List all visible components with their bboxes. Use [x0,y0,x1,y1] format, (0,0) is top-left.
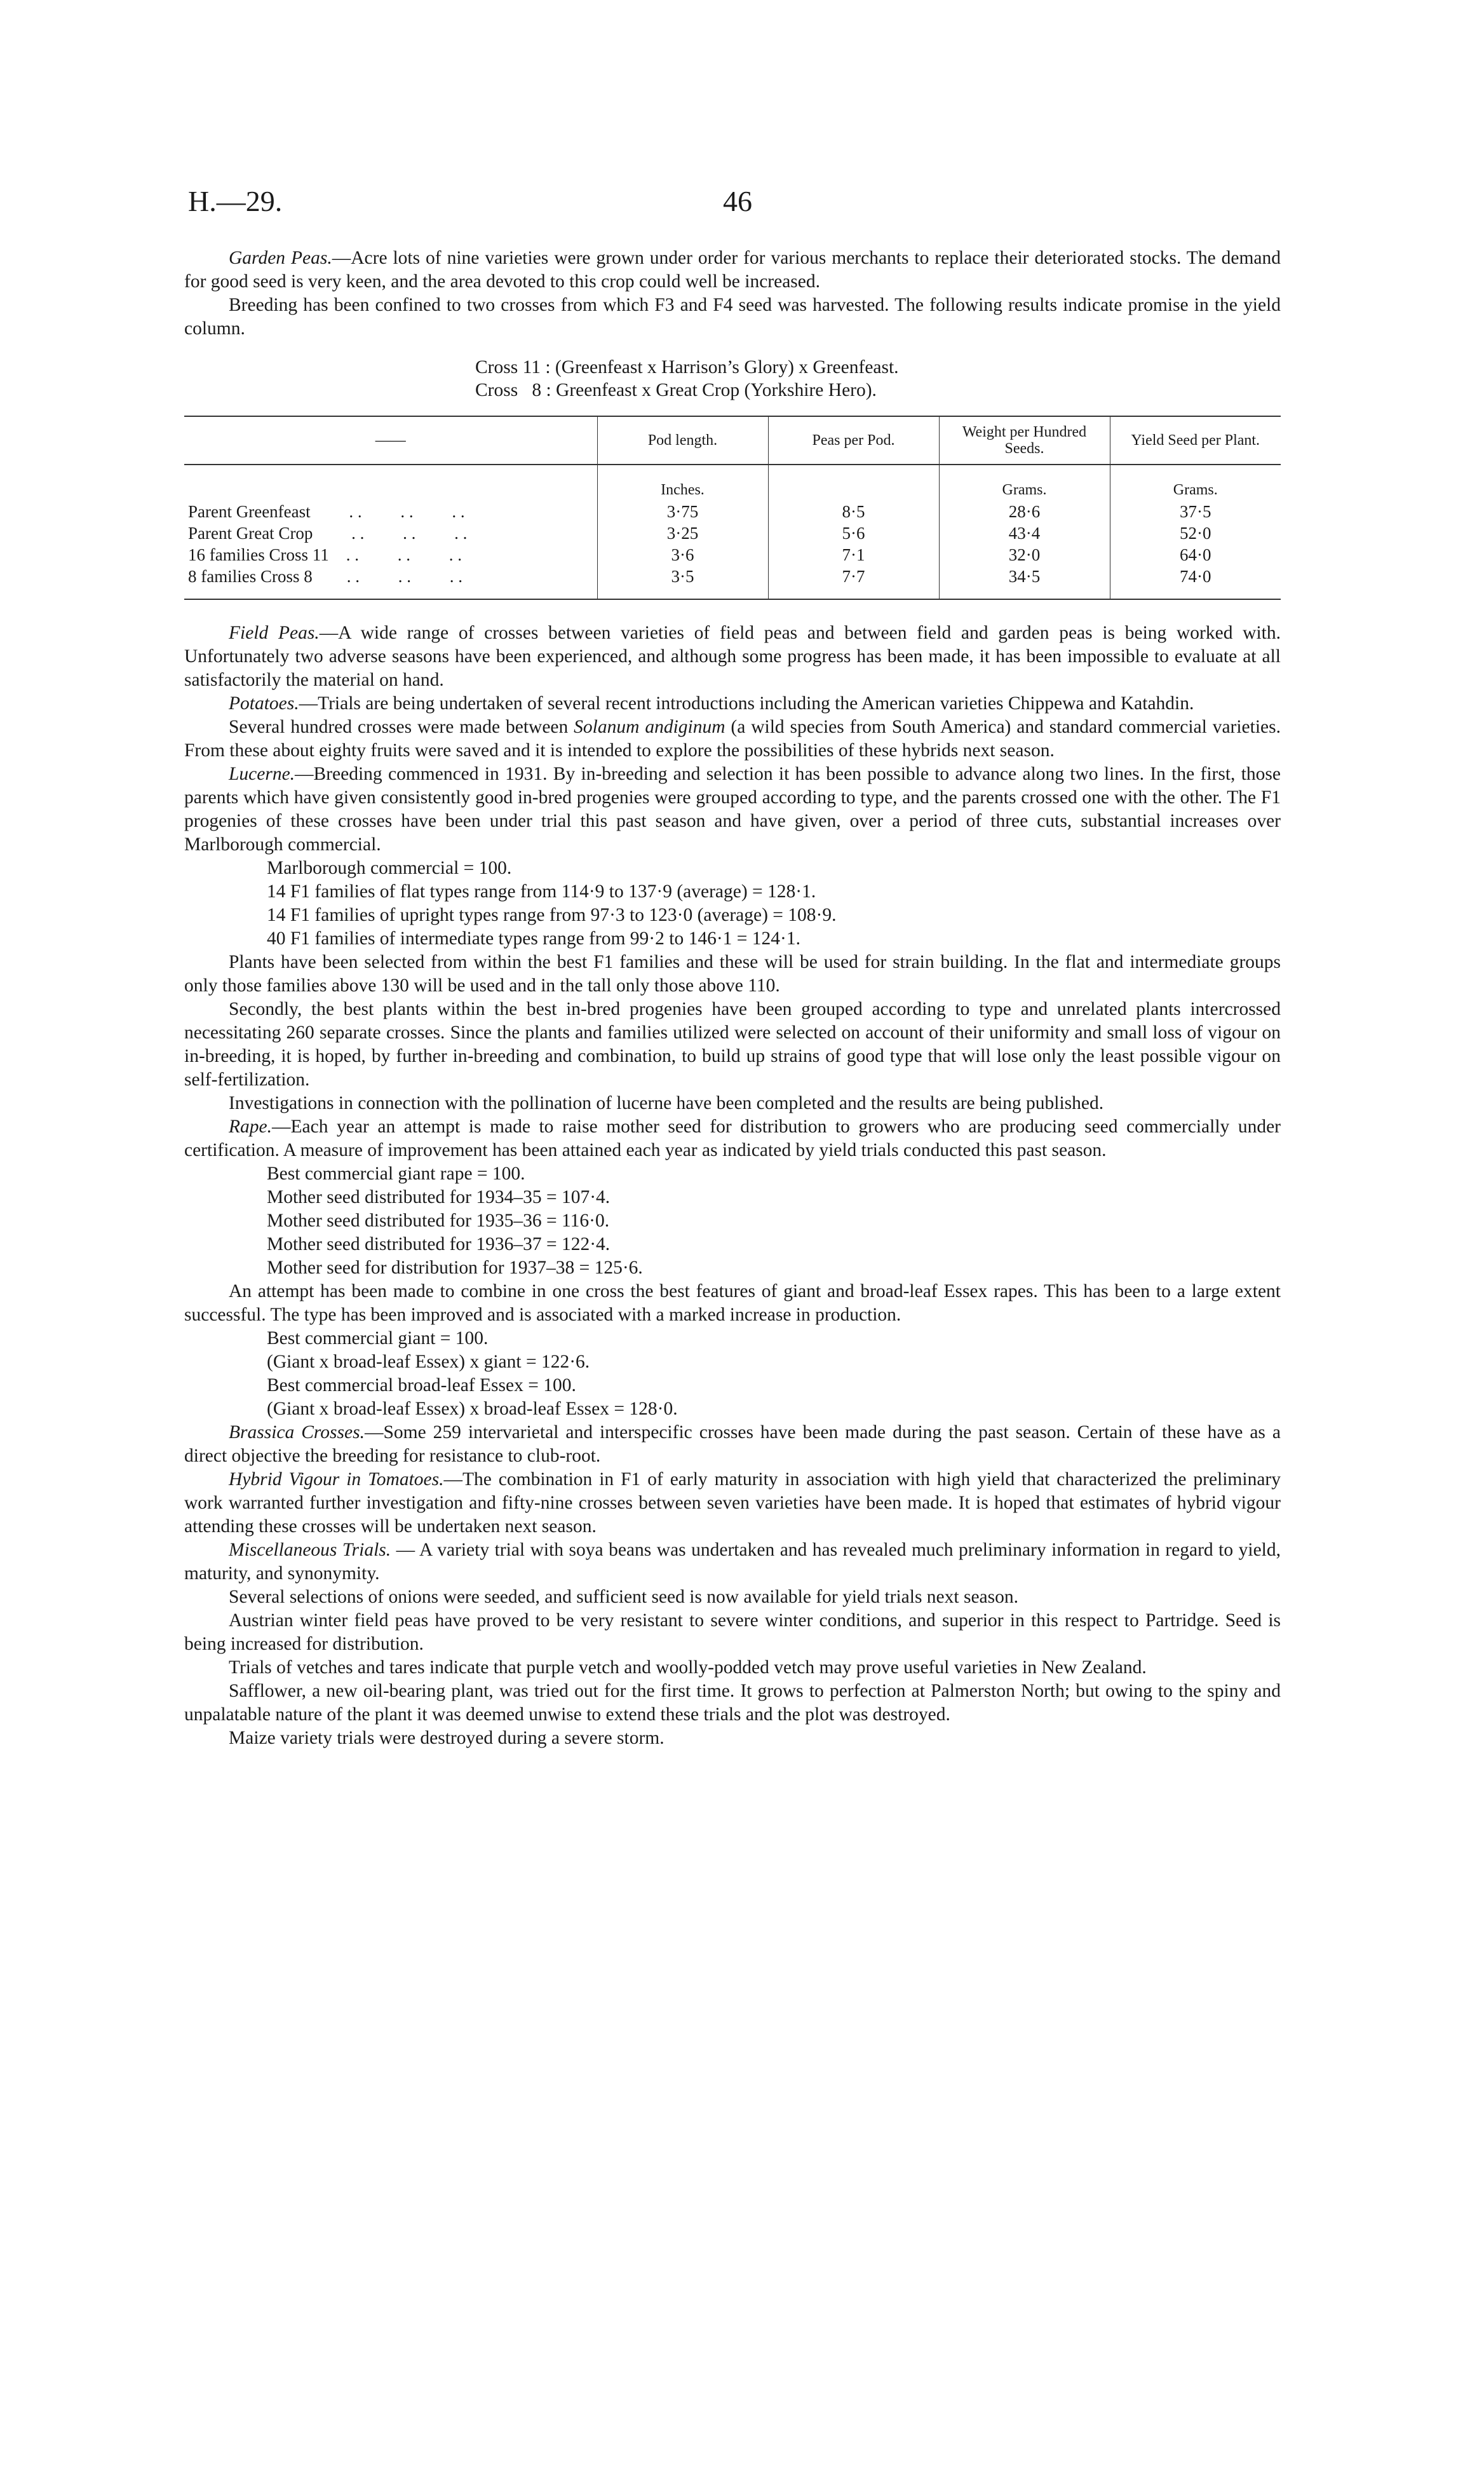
section-heading: Brassica Crosses. [229,1422,365,1443]
table-row [184,522,1281,544]
table-cell: 3·25 [597,522,768,544]
unit-label: Grams. [1110,465,1281,501]
column-header: Pod length. [597,416,768,465]
table-row [184,544,1281,566]
list-item: Best commercial broad-leaf Essex = 100. [267,1375,576,1395]
unit-label: Inches. [597,465,768,501]
table-cell: 34·5 [939,566,1110,599]
table-cell: 43·4 [939,522,1110,544]
paragraph: An attempt has been made to combine in one cross the best features of giant and broad-leaf Essex rapes. This has been to a large extent successful. The type has been improved and is associated with a marked increase in production. [184,1281,1281,1325]
section-heading: Hybrid Vigour in Tomatoes. [229,1469,444,1490]
section-heading: Field Peas. [229,623,320,643]
list-item: (Giant x broad-leaf Essex) x broad-leaf Essex = 128·0. [267,1399,678,1419]
crosses-list [475,356,1281,402]
list-item: 14 F1 families of flat types range from 114·9 to 137·9 (average) = 128·1. [267,881,816,902]
table-cell: 8·5 [768,501,939,522]
unit-label: Grams. [939,465,1110,501]
paragraph: Trials of vetches and tares indicate that purple vetch and woolly-podded vetch may prove useful varieties in New Zealand. [229,1657,1147,1678]
yield-table [184,416,1281,600]
paragraph: Maize variety trials were destroyed during a severe storm. [229,1728,664,1748]
row-label: Parent Greenfeast . . . . . . [188,502,465,521]
table-header-row [184,416,1281,465]
table-cell: 52·0 [1110,522,1281,544]
misc-paragraph: Miscellaneous Trials. — A variety trial with soya beans was undertaken and has revealed much preliminary information in regard to yield, maturity, and synonymity. [184,1540,1281,1584]
list-item: Mother seed distributed for 1936–37 = 122·4. [267,1234,610,1254]
row-label: Parent Great Crop . . . . . . [188,524,468,543]
paragraph: Secondly, the best plants within the best in-bred progenies have been grouped according to type and unrelated plants intercrossed necessitating 260 separate crosses. Since the plants and families utilized were selected on account of their uniformity and small loss of vigour on in-breeding, it is hoped, by further in-breeding and combination, to build up strains of good type that will lose only the least possible vigour on self-fertilization. [184,999,1281,1090]
list-item: Mother seed distributed for 1935–36 = 116·0. [267,1211,610,1231]
list-item: 14 F1 families of upright types range from 97·3 to 123·0 (average) = 108·9. [267,905,837,925]
table-cell: 3·6 [597,544,768,566]
column-header: Yield Seed per Plant. [1110,416,1281,465]
garden-peas-paragraph: Garden Peas.—Acre lots of nine varieties were grown under order for various merchants to replace their deteriorated stocks. The demand for good seed is very keen, and the area devoted to this crop could well be increased. [184,248,1281,292]
field-peas-paragraph: Field Peas.—A wide range of crosses between varieties of field peas and between field and garden peas is being worked with. Unfortunately two adverse seasons have been experienced, and although some progress has been made, it has been impossible to evaluate at all satisfactorily the material on hand. [184,623,1281,690]
brassica-paragraph: Brassica Crosses.—Some 259 intervarietal and interspecific crosses have been made during the past season. Certain of these have as a direct objective the breeding for resistance to club-root. [184,1422,1281,1466]
potatoes-paragraph: Potatoes.—Trials are being undertaken of several recent introductions including the American varieties Chippewa and Katahdin. [229,693,1194,714]
lucerne-paragraph: Lucerne.—Breeding commenced in 1931. By in-breeding and selection it has been possible to advance along two lines. In the first, those parents which have given consistently good in-bred progenies were grouped according to type, and the parents crossed one with the other. The F1 progenies of these crosses have been under trial this past season and have given, over a period of three cuts, substantial increases over Marlborough commercial. [184,764,1281,855]
species-name: Solanum andiginum [574,717,725,737]
section-heading: Miscellaneous Trials. [229,1540,391,1560]
paragraph: Breeding has been confined to two crosses from which F3 and F4 seed was harvested. The following results indicate promise in the yield column. [184,295,1281,339]
table-cell: 3·75 [597,501,768,522]
table-row [184,566,1281,599]
table-cell: 37·5 [1110,501,1281,522]
section-heading: Potatoes. [229,693,299,714]
table-cell: 7·7 [768,566,939,599]
column-header: Weight per Hundred Seeds. [939,416,1110,465]
table-cell: 28·6 [939,501,1110,522]
section-heading: Garden Peas. [229,248,332,268]
cross-line: Cross 11 : (Greenfeast x Harrison’s Glory) x Greenfeast. [475,357,899,377]
paragraph: Safflower, a new oil-bearing plant, was tried out for the first time. It grows to perfection at Palmerston North; but owing to the spiny and unpalatable nature of the plant it was deemed unwise to extend these trials and the plot was destroyed. [184,1681,1281,1725]
paragraph: Austrian winter field peas have proved to be very resistant to severe winter conditions, and superior in this respect to Partridge. Seed is being increased for distribution. [184,1610,1281,1654]
report-code: H.—29. [188,185,283,217]
list-item: 40 F1 families of intermediate types range from 99·2 to 146·1 = 124·1. [267,928,800,949]
table-cell: 5·6 [768,522,939,544]
page-number: 46 [723,185,752,217]
table-cell: 64·0 [1110,544,1281,566]
list-item: Mother seed distributed for 1934–35 = 107·4. [267,1187,610,1207]
paragraph: Plants have been selected from within the best F1 families and these will be used for strain building. In the flat and intermediate groups only those families above 130 will be used and in the tall only those above 110. [184,952,1281,996]
rape-paragraph: Rape.—Each year an attempt is made to raise mother seed for distribution to growers who are producing seed commercially under certification. A measure of improvement has been attained each year as indicated by yield trials conducted this past season. [184,1117,1281,1160]
row-label: 8 families Cross 8 . . . . . . [184,566,597,599]
table-row [184,501,1281,522]
units-row [184,465,1281,501]
list-item: Marlborough commercial = 100. [267,858,512,878]
section-heading: Rape. [229,1117,272,1137]
table-cell: 32·0 [939,544,1110,566]
row-label: 16 families Cross 11 . . . . . . [188,545,462,564]
table-cell: 7·1 [768,544,939,566]
list-item: Mother seed for distribution for 1937–38 = 125·6. [267,1258,643,1278]
section-heading: Lucerne. [229,764,295,784]
table-cell: 74·0 [1110,566,1281,599]
table-cell: 3·5 [597,566,768,599]
list-item: Best commercial giant = 100. [267,1328,489,1348]
document-body [184,247,1281,1750]
list-item: Best commercial giant rape = 100. [267,1164,525,1184]
paragraph: Several hundred crosses were made between Solanum andiginum (a wild species from South America) and standard commercial varieties. From these about eighty fruits were saved and it is intended to explore the possibilities of these hybrids next season. [184,717,1281,761]
cross-line: Cross 8 : Greenfeast x Great Crop (Yorkshire Hero). [475,380,877,400]
paragraph: Several selections of onions were seeded, and sufficient seed is now available for yield trials next season. [229,1587,1018,1607]
paragraph: Investigations in connection with the pollination of lucerne have been completed and the results are being published. [229,1093,1104,1113]
tomatoes-paragraph: Hybrid Vigour in Tomatoes.—The combination in F1 of early maturity in association with high yield that characterized the preliminary work warranted further investigation and fifty-nine crosses between seven varieties have been made. It is hoped that estimates of hybrid vigour attending these crosses will be undertaken next season. [184,1469,1281,1537]
list-item: (Giant x broad-leaf Essex) x giant = 122·6. [267,1352,590,1372]
column-header: —— [184,416,597,465]
column-header: Peas per Pod. [768,416,939,465]
